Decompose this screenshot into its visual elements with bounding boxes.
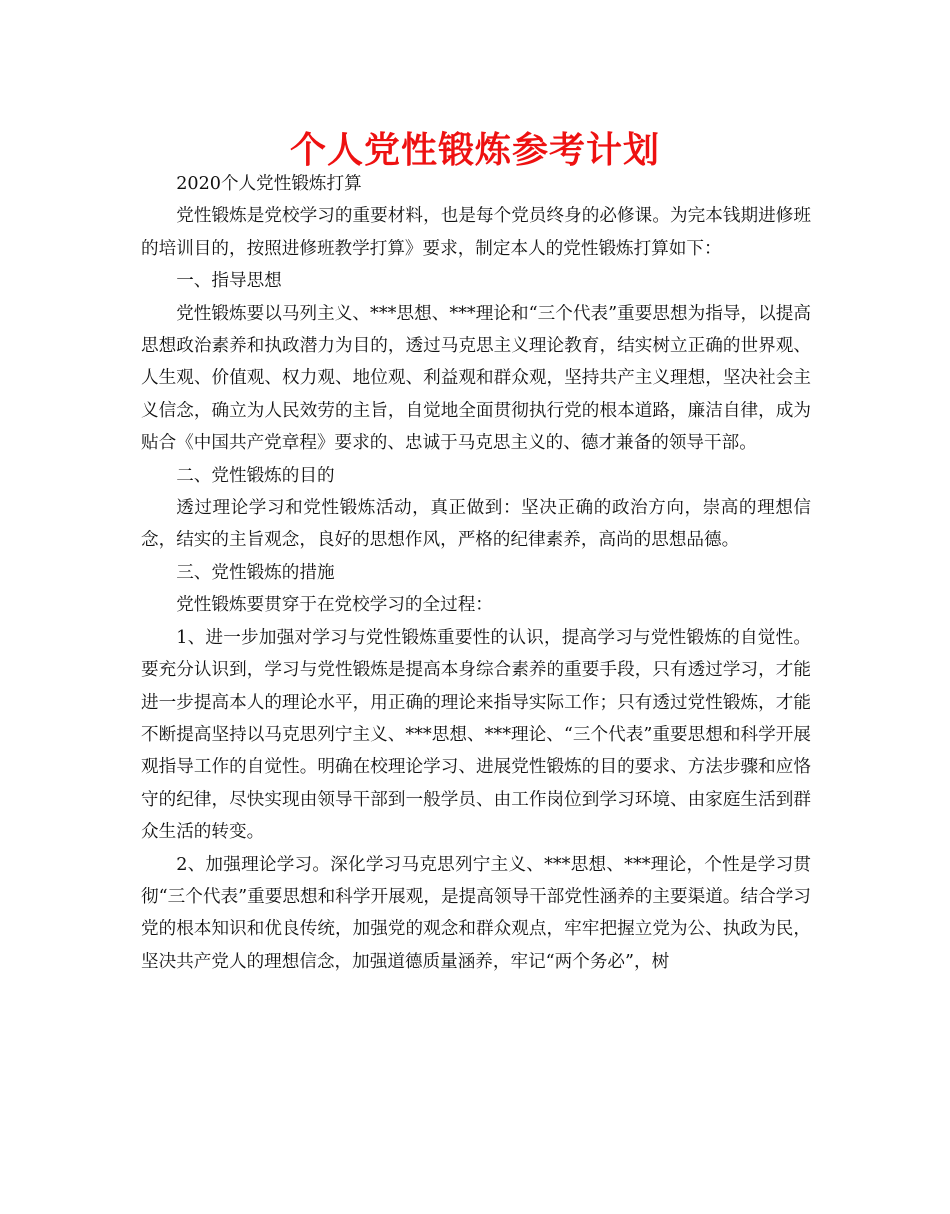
- paragraph-guiding-thought: 党性锻炼要以马列主义、***思想、***理论和“三个代表”重要思想为指导，以提高思想政治素养和执政潜力为目的，透过马克思主义理论教育，结实树立正确的世界观、人生观、价值观、权力观、地位观、利益观和群众观，坚持共产主义理想，坚决社会主义信念，确立为人民效劳的主旨，自觉地全面贯彻执行党的根本道路，廉洁自律，成为贴合《中国共产党章程》要求的、忠诚于马克思主义的、德才兼备的领导干部。: [141, 303, 811, 454]
- section-heading-guiding-thought: 一、指导思想: [176, 271, 282, 292]
- paragraph-measure-2: 2、加强理论学习。深化学习马克思列宁主义、***思想、***理论，个性是学习贯彻“三个代表”重要思想和科学开展观，是提高领导干部党性涵养的主要渠道。结合学习党的根本知识和优良传统，加强党的观念和群众观点，牢牢把握立党为公、执政为民，坚决共产党人的理想信念，加强道德质量涵养，牢记“两个务必”，树: [141, 854, 811, 972]
- paragraph-subtitle: 2020个人党性锻炼打算: [176, 174, 362, 194]
- paragraph-measure-1: 1、进一步加强对学习与党性锻炼重要性的认识，提高学习与党性锻炼的自觉性。要充分认识到，学习与党性锻炼是提高本身综合素养的重要手段，只有透过学习，才能进一步提高本人的理论水平，用正确的理论来指导实际工作；只有透过党性锻炼，才能不断提高坚持以马克思列宁主义、***思想、***理论、“三个代表”重要思想和科学开展观指导工作的自觉性。明确在校理论学习、进展党性锻炼的目的要求、方法步骤和应恪守的纪律，尽快实现由领导干部到一般学员、由工作岗位到学习环境、由家庭生活到群众生活的转变。: [141, 627, 811, 843]
- document-title: 个人党性锻炼参考计划: [289, 130, 660, 171]
- section-heading-measures: 三、党性锻炼的措施: [176, 562, 335, 583]
- paragraph-intro: 党性锻炼是党校学习的重要材料，也是每个党员终身的必修课。为完本钱期进修班的培训目的，按照进修班教学打算》要求，制定本人的党性锻炼打算如下：: [141, 206, 811, 259]
- document-body: [141, 168, 811, 978]
- paragraph-measures-intro: 党性锻炼要贯穿于在党校学习的全过程：: [176, 595, 493, 616]
- section-heading-purpose: 二、党性锻炼的目的: [176, 465, 335, 486]
- paragraph-purpose: 透过理论学习和党性锻炼活动，真正做到：坚决正确的政治方向，崇高的理想信念，结实的主旨观念，良好的思想作风，严格的纪律素养，高尚的思想品德。: [141, 498, 811, 551]
